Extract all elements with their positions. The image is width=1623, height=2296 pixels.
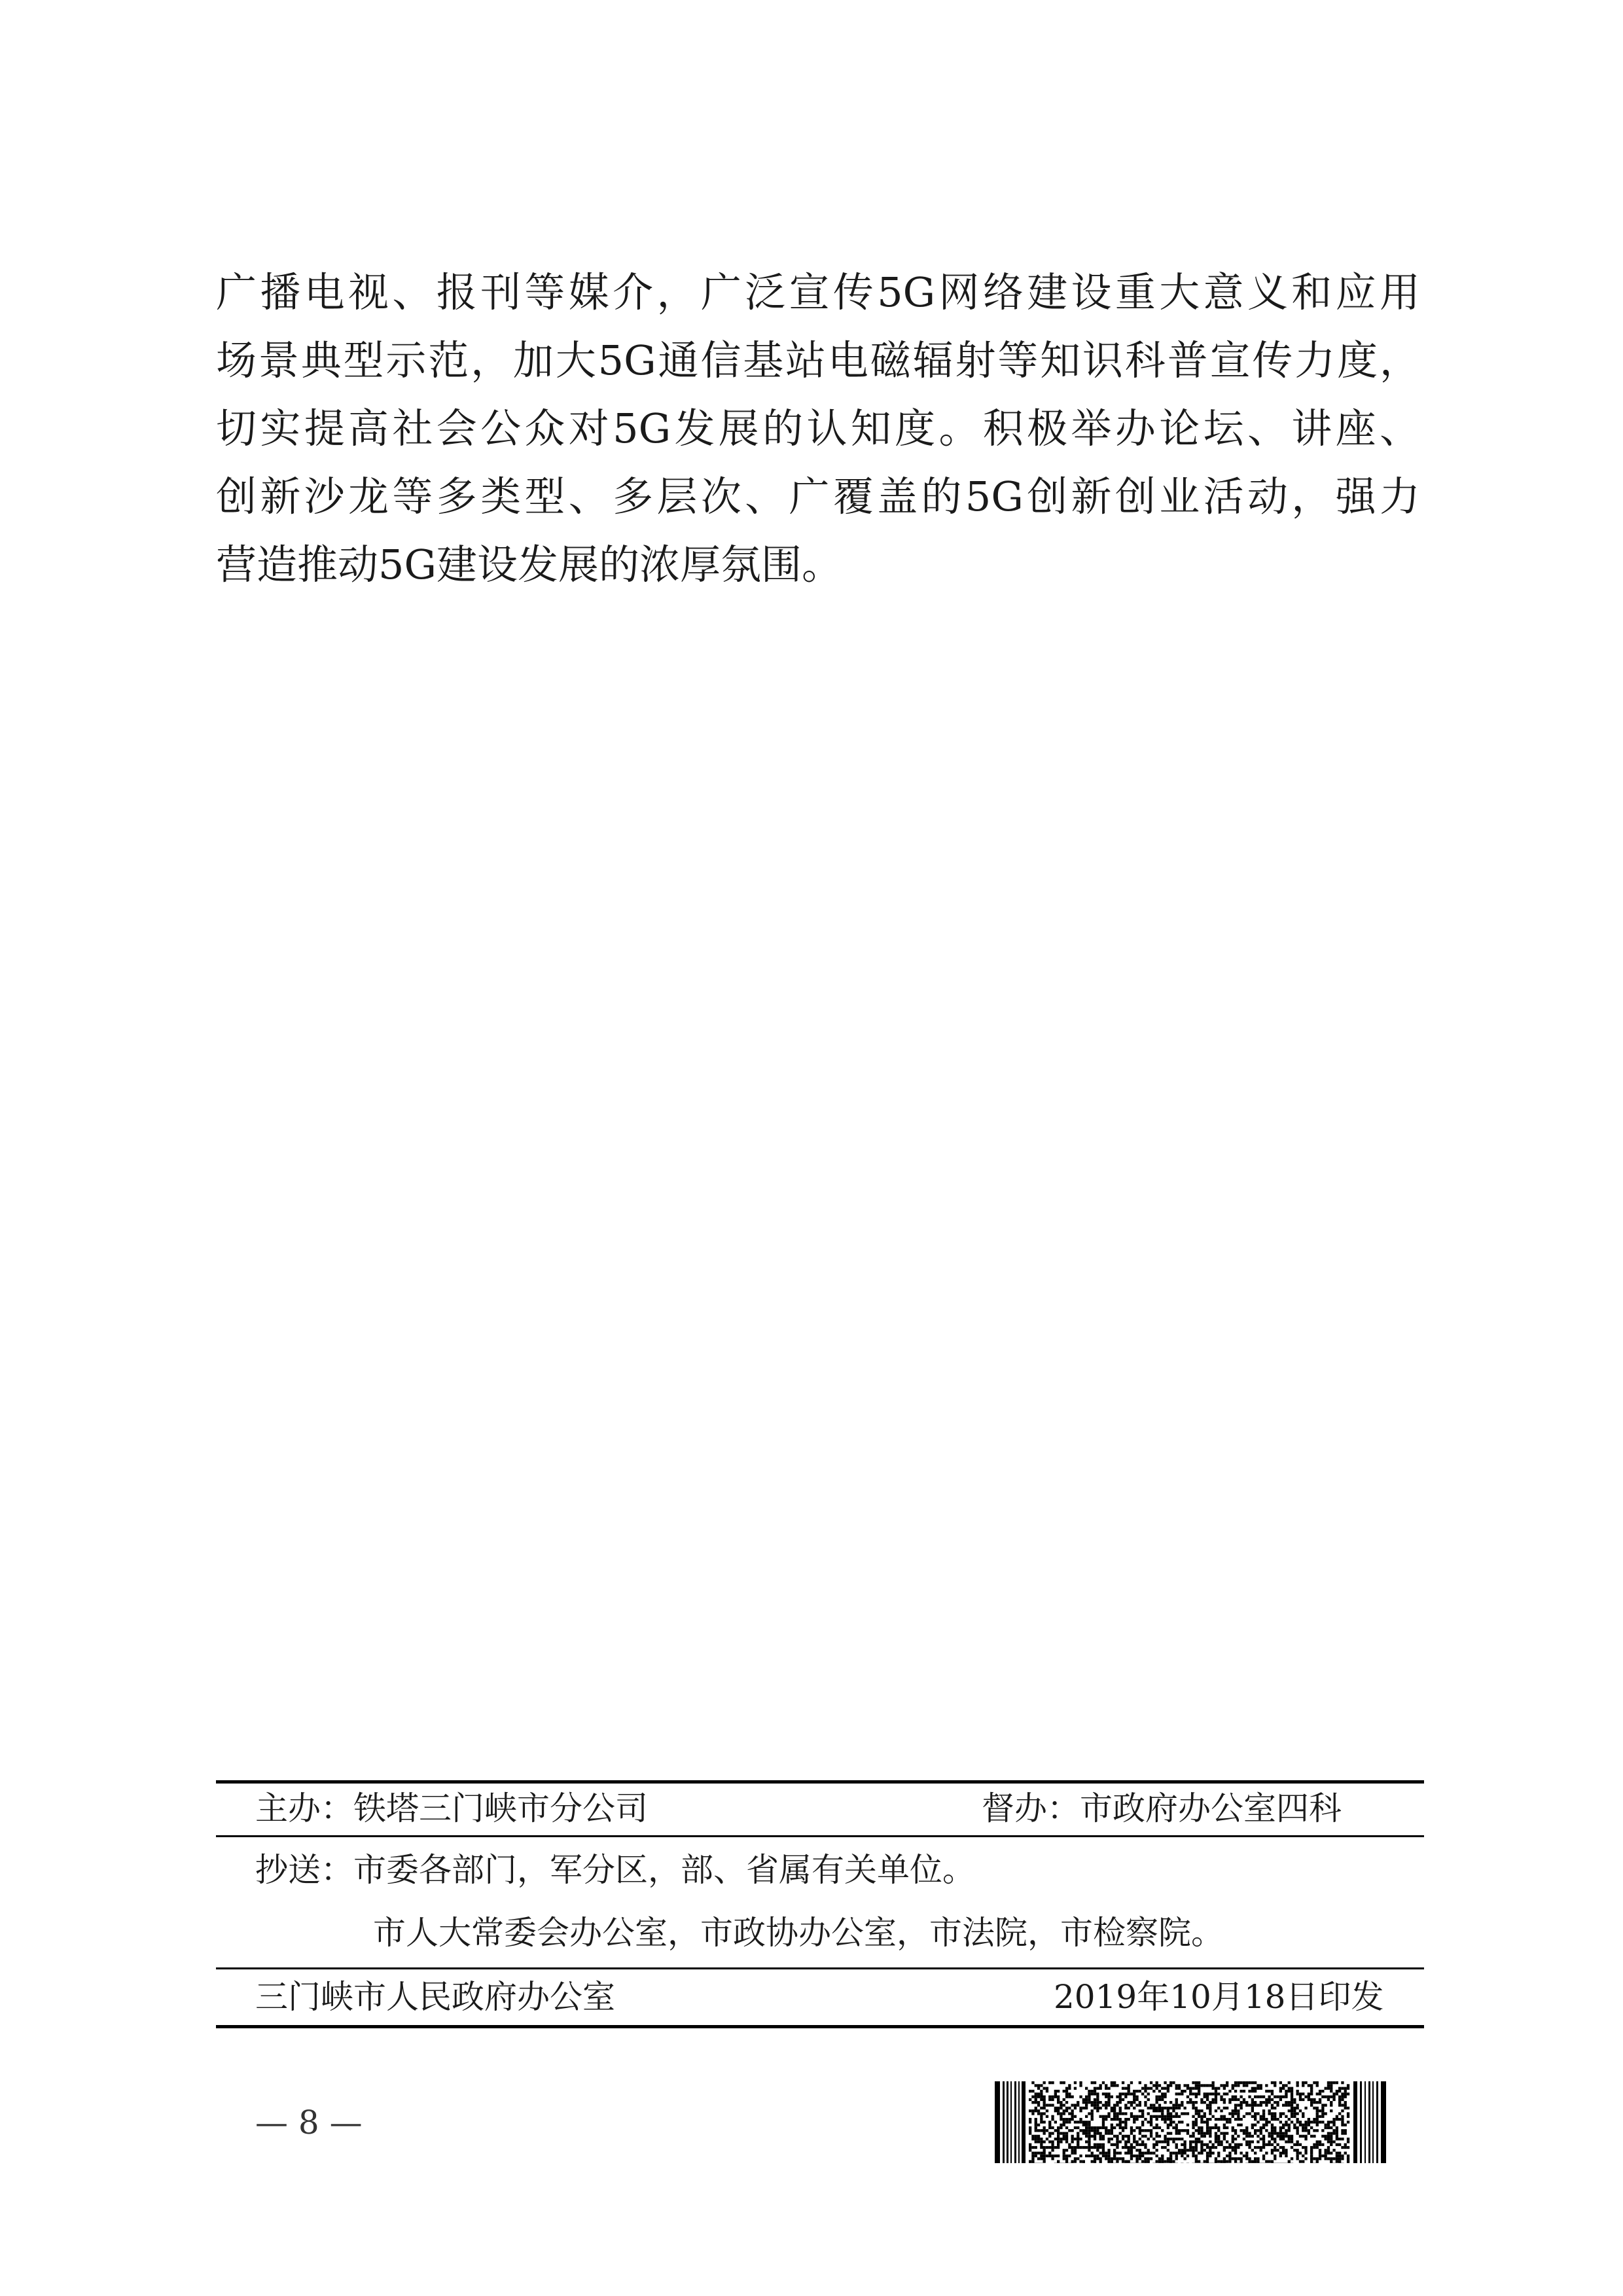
cc-line-2: 市人大常委会办公室，市政协办公室，市法院，市检察院。	[373, 1914, 1224, 1952]
body-line: 创新沙龙等多类型、多层次、广覆盖的5G创新创业活动，强力	[216, 473, 1420, 520]
body-line: 场景典型示范，加大5G通信基站电磁辐射等知识科普宣传力度，	[216, 336, 1420, 384]
body-line: 切实提高社会公众对5G发展的认知度。积极举办论坛、讲座、	[216, 404, 1420, 452]
footer-divider	[216, 1967, 1424, 1969]
footer-divider	[216, 1835, 1424, 1837]
body-line: 营造推动5G建设发展的浓厚氛围。	[216, 541, 842, 588]
cc-line-1: 抄送：市委各部门，军分区，部、省属有关单位。	[255, 1851, 975, 1889]
barcode-image	[995, 2081, 1387, 2163]
footer-bottom-rule	[216, 2025, 1424, 2028]
sponsor: 主办：铁塔三门峡市分公司	[255, 1789, 648, 1827]
page-number: — 8 —	[255, 2104, 363, 2142]
footer-top-rule	[216, 1780, 1424, 1784]
issue-date: 2019年10月18日印发	[1054, 1978, 1384, 2016]
supervisor: 督办：市政府办公室四科	[982, 1789, 1342, 1827]
issuer: 三门峡市人民政府办公室	[255, 1978, 615, 2016]
body-text	[216, 259, 1420, 599]
body-line: 广播电视、报刊等媒介，广泛宣传5G网络建设重大意义和应用	[216, 268, 1420, 316]
